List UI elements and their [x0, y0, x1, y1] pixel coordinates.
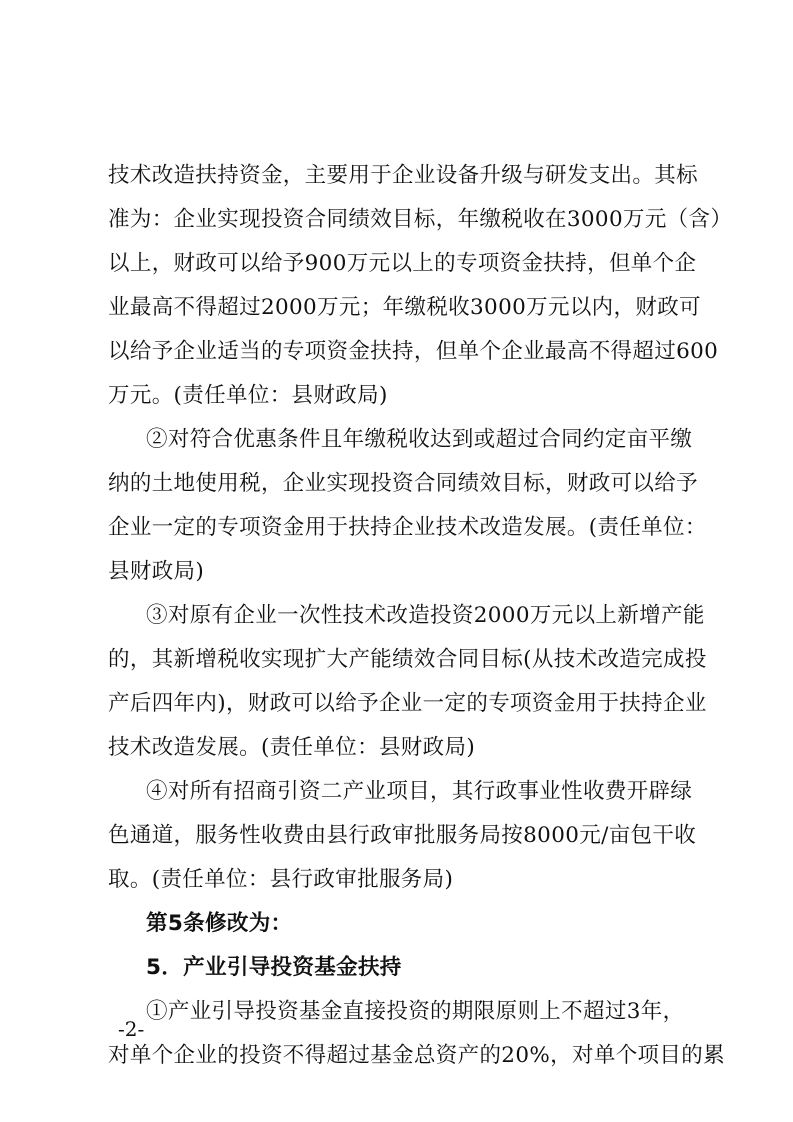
- body-text-line: 产后四年内)，财政可以给予企业一定的专项资金用于扶持企业: [108, 691, 707, 716]
- paragraph-2-start: ②对符合优惠条件且年缴税收达到或超过合同约定亩平缴: [146, 427, 693, 452]
- body-text-line: 业最高不得超过2000万元；年缴税收3000万元以内，财政可: [108, 295, 701, 320]
- paragraph-4-start: ④对所有招商引资二产业项目，其行政事业性收费开辟绿: [146, 779, 693, 804]
- body-text-line: 技术改造扶持资金，主要用于企业设备升级与研发支出。其标: [108, 163, 698, 188]
- section-5-heading: 5．产业引导投资基金扶持: [146, 955, 402, 980]
- body-text-line: 技术改造发展。(责任单位：县财政局): [108, 735, 476, 760]
- body-text-line: 企业一定的专项资金用于扶持企业技术改造发展。(责任单位：: [108, 515, 707, 540]
- body-text-line: 万元。(责任单位：县财政局): [108, 383, 388, 408]
- body-text-line: 准为：企业实现投资合同绩效目标，年缴税收在3000万元（含）: [108, 207, 733, 232]
- paragraph-5-start: ①产业引导投资基金直接投资的期限原则上不超过3年，: [146, 999, 685, 1024]
- body-text-line: 取。(责任单位：县行政审批服务局): [108, 867, 454, 892]
- body-text-line: 色通道，服务性收费由县行政审批服务局按8000元/亩包干收: [108, 823, 697, 848]
- page-number: -2-: [118, 1017, 145, 1041]
- body-text-line: 以上，财政可以给予900万元以上的专项资金扶持，但单个企: [108, 251, 697, 276]
- paragraph-3-start: ③对原有企业一次性技术改造投资2000万元以上新增产能: [146, 603, 705, 628]
- amendment-heading: 第5条修改为：: [146, 911, 293, 936]
- body-text-line: 的，其新增税收实现扩大产能绩效合同目标(从技术改造完成投: [108, 647, 707, 672]
- body-text-line: 以给予企业适当的专项资金扶持，但单个企业最高不得超过600: [108, 339, 719, 364]
- body-text-line: 对单个企业的投资不得超过基金总资产的20%，对单个项目的累: [108, 1043, 725, 1068]
- body-text-line: 县财政局): [108, 559, 205, 584]
- body-text-line: 纳的土地使用税，企业实现投资合同绩效目标，财政可以给予: [108, 471, 698, 496]
